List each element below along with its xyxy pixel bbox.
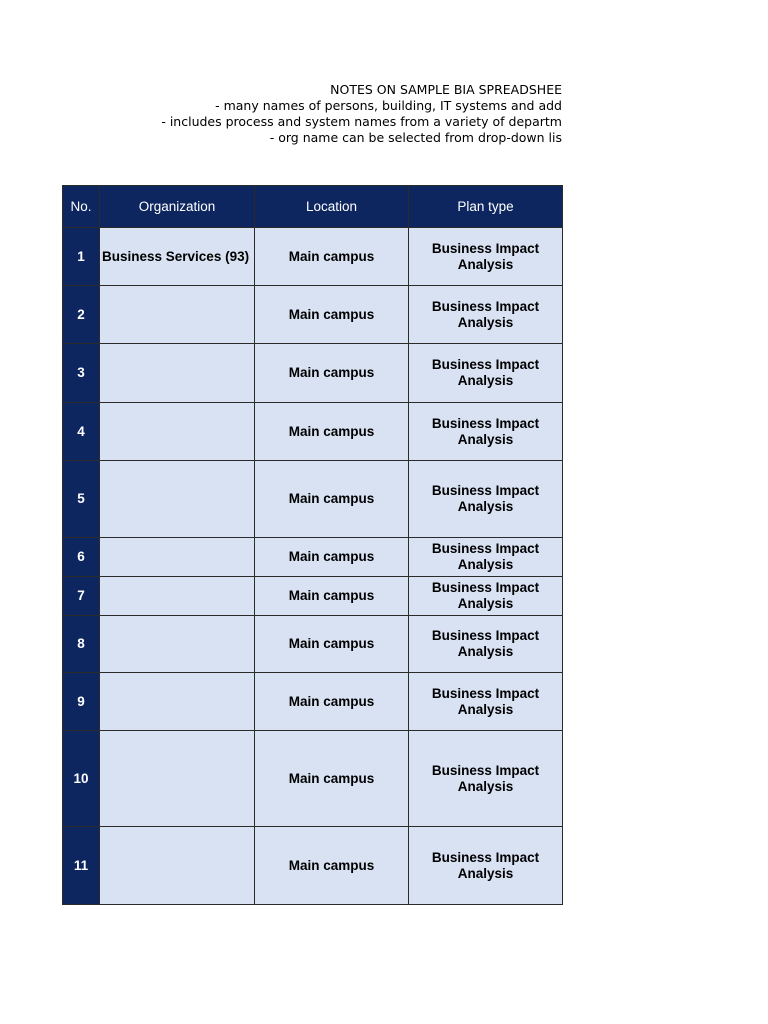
plan-type-cell[interactable] bbox=[409, 403, 563, 461]
table-header bbox=[63, 186, 563, 228]
table-row bbox=[63, 461, 563, 538]
row-number: 2 bbox=[63, 286, 100, 344]
plan-type-cell[interactable] bbox=[409, 461, 563, 538]
plan-type-line-2: Analysis bbox=[457, 431, 514, 447]
location-cell[interactable]: Main campus bbox=[255, 577, 409, 616]
row-number: 11 bbox=[63, 827, 100, 905]
plan-type-cell[interactable] bbox=[409, 538, 563, 577]
location-cell[interactable]: Main campus bbox=[255, 538, 409, 577]
plan-type-line-1: Business Impact bbox=[431, 580, 540, 595]
header-no: No. bbox=[63, 186, 100, 228]
location-cell[interactable]: Main campus bbox=[255, 344, 409, 403]
organization-cell[interactable] bbox=[100, 286, 255, 344]
plan-type-line-1: Business Impact bbox=[431, 240, 540, 256]
plan-type-cell[interactable] bbox=[409, 827, 563, 905]
plan-type-line-1: Business Impact bbox=[431, 628, 540, 643]
location-cell[interactable]: Main campus bbox=[255, 403, 409, 461]
location-cell[interactable]: Main campus bbox=[255, 731, 409, 827]
table-row bbox=[63, 286, 563, 344]
header-row bbox=[63, 186, 563, 228]
header-plan-type: Plan type bbox=[409, 186, 563, 228]
row-number: 4 bbox=[63, 403, 100, 461]
plan-type-line-2: Analysis bbox=[457, 314, 514, 330]
plan-type-line-2: Analysis bbox=[457, 596, 514, 611]
organization-cell[interactable] bbox=[100, 344, 255, 403]
row-number: 9 bbox=[63, 673, 100, 731]
plan-type-line-1: Business Impact bbox=[431, 415, 540, 431]
table-row bbox=[63, 673, 563, 731]
organization-cell[interactable] bbox=[100, 461, 255, 538]
table-row bbox=[63, 403, 563, 461]
location-cell[interactable]: Main campus bbox=[255, 228, 409, 286]
plan-type-line-1: Business Impact bbox=[431, 685, 540, 701]
row-number: 5 bbox=[63, 461, 100, 538]
notes-block bbox=[0, 82, 562, 146]
table-row bbox=[63, 538, 563, 577]
organization-cell[interactable] bbox=[100, 403, 255, 461]
plan-type-cell[interactable] bbox=[409, 228, 563, 286]
plan-type-line-1: Business Impact bbox=[431, 357, 540, 372]
organization-cell[interactable] bbox=[100, 673, 255, 731]
plan-type-line-2: Analysis bbox=[457, 256, 514, 272]
table-body bbox=[63, 228, 563, 905]
organization-cell[interactable]: Business Services (93) bbox=[100, 228, 255, 286]
plan-type-cell[interactable] bbox=[409, 616, 563, 673]
plan-type-line-1: Business Impact bbox=[431, 762, 540, 778]
table-row bbox=[63, 344, 563, 403]
notes-line-3: - org name can be selected from drop-down lis bbox=[269, 130, 562, 145]
location-cell[interactable]: Main campus bbox=[255, 827, 409, 905]
organization-cell[interactable] bbox=[100, 616, 255, 673]
plan-type-cell[interactable] bbox=[409, 577, 563, 616]
table-row bbox=[63, 827, 563, 905]
notes-title: NOTES ON SAMPLE BIA SPREADSHEE bbox=[330, 82, 562, 97]
row-number: 1 bbox=[63, 228, 100, 286]
plan-type-line-2: Analysis bbox=[457, 499, 514, 514]
table-row bbox=[63, 228, 563, 286]
notes-line-1: - many names of persons, building, IT systems and add bbox=[215, 98, 562, 113]
row-number: 3 bbox=[63, 344, 100, 403]
table-row bbox=[63, 616, 563, 673]
plan-type-line-1: Business Impact bbox=[431, 541, 540, 556]
organization-cell[interactable] bbox=[100, 538, 255, 577]
organization-cell[interactable] bbox=[100, 731, 255, 827]
bia-table bbox=[62, 185, 563, 905]
header-location: Location bbox=[255, 186, 409, 228]
header-organization: Organization bbox=[100, 186, 255, 228]
location-cell[interactable]: Main campus bbox=[255, 461, 409, 538]
row-number: 6 bbox=[63, 538, 100, 577]
notes-line-2: - includes process and system names from a variety of departm bbox=[161, 114, 562, 129]
table-row bbox=[63, 577, 563, 616]
plan-type-line-2: Analysis bbox=[457, 778, 514, 794]
location-cell[interactable]: Main campus bbox=[255, 673, 409, 731]
plan-type-cell[interactable] bbox=[409, 344, 563, 403]
organization-cell[interactable] bbox=[100, 827, 255, 905]
plan-type-cell[interactable] bbox=[409, 673, 563, 731]
row-number: 10 bbox=[63, 731, 100, 827]
plan-type-cell[interactable] bbox=[409, 731, 563, 827]
organization-cell[interactable] bbox=[100, 577, 255, 616]
plan-type-line-2: Analysis bbox=[457, 701, 514, 717]
plan-type-line-2: Analysis bbox=[457, 557, 514, 572]
plan-type-line-2: Analysis bbox=[457, 644, 514, 659]
row-number: 7 bbox=[63, 577, 100, 616]
plan-type-line-2: Analysis bbox=[457, 373, 514, 388]
location-cell[interactable]: Main campus bbox=[255, 616, 409, 673]
plan-type-line-2: Analysis bbox=[457, 865, 514, 881]
location-cell[interactable]: Main campus bbox=[255, 286, 409, 344]
plan-type-cell[interactable] bbox=[409, 286, 563, 344]
plan-type-line-1: Business Impact bbox=[431, 483, 540, 498]
plan-type-line-1: Business Impact bbox=[431, 849, 540, 865]
table-row bbox=[63, 731, 563, 827]
plan-type-line-1: Business Impact bbox=[431, 298, 540, 314]
row-number: 8 bbox=[63, 616, 100, 673]
